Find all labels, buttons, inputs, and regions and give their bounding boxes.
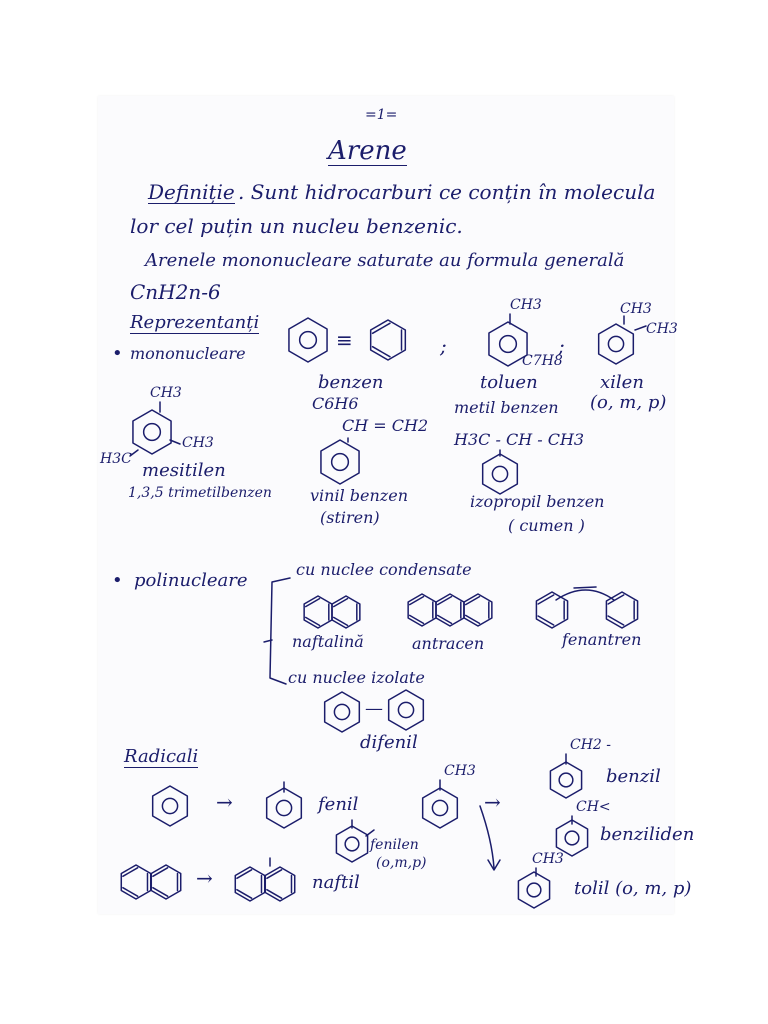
toluen-radical-methyl: CH3 bbox=[444, 763, 476, 779]
toluen-substituent: CH3 bbox=[510, 297, 542, 313]
benzil-name: benzil bbox=[606, 766, 661, 787]
benzen-formula: C6H6 bbox=[312, 394, 359, 413]
definition-line-1: . Sunt hidrocarburi ce conțin în molecula bbox=[238, 180, 656, 204]
difenil-name: difenil bbox=[360, 732, 418, 753]
equivalence-symbol: ≡ bbox=[336, 328, 353, 352]
definition-line-2: lor cel puțin un nucleu benzenic. bbox=[130, 214, 463, 238]
tolil-group: CH3 bbox=[532, 851, 564, 867]
toluen-name: toluen bbox=[480, 372, 538, 393]
benziliden-name: benziliden bbox=[600, 824, 695, 845]
benzil-group: CH2 - bbox=[570, 737, 612, 753]
antracen-name: antracen bbox=[412, 634, 485, 653]
isolated-label: cu nuclee izolate bbox=[288, 668, 425, 687]
vinilbenzen-alt-name: (stiren) bbox=[320, 508, 380, 527]
xilen-isomers: (o, m, p) bbox=[590, 392, 667, 413]
definition-line-3: Arenele mononucleare saturate au formula generală bbox=[145, 250, 625, 271]
bullet-mononuclear: • bbox=[112, 343, 123, 364]
naftil-name: naftil bbox=[312, 872, 360, 893]
fenantren-name: fenantren bbox=[562, 630, 642, 649]
bullet-polynuclear: • bbox=[112, 570, 123, 591]
arrow-fenil: → bbox=[216, 790, 233, 814]
general-formula: CnH2n-6 bbox=[130, 280, 221, 304]
xilen-name: xilen bbox=[600, 372, 644, 393]
vinilbenzen-name: vinil benzen bbox=[310, 486, 408, 505]
fenilen-name: fenilen bbox=[370, 837, 419, 853]
mesitilen-substituent-right: CH3 bbox=[182, 435, 214, 451]
fenilen-isomers: (o,m,p) bbox=[376, 855, 427, 871]
izopropilbenzen-name: izopropil benzen bbox=[470, 492, 605, 511]
page-number: =1= bbox=[365, 107, 398, 123]
mononuclear-label: mononucleare bbox=[130, 344, 246, 363]
xilen-substituent-1: CH3 bbox=[620, 301, 652, 317]
izopropil-substituent: H3C - CH - CH3 bbox=[454, 430, 585, 449]
radicals-label: Radicali bbox=[124, 746, 199, 767]
toluen-note: C7H8 bbox=[522, 353, 563, 369]
separator-2: ; bbox=[558, 334, 565, 358]
toluen-alt-name: metil benzen bbox=[454, 398, 559, 417]
mesitilen-substituent-top: CH3 bbox=[150, 385, 182, 401]
mesitilen-substituent-left: H3C bbox=[100, 451, 132, 467]
arrow-naftil: → bbox=[196, 866, 213, 890]
mesitilen-name: mesitilen bbox=[142, 460, 226, 481]
fenil-name: fenil bbox=[318, 794, 359, 815]
separator-1: ; bbox=[440, 334, 447, 358]
vinilbenzen-substituent: CH = CH2 bbox=[342, 416, 429, 435]
xilen-substituent-2: CH3 bbox=[646, 321, 678, 337]
arrow-radicals: → bbox=[484, 790, 501, 814]
page-title: Arene bbox=[328, 136, 407, 166]
definition-label: Definiție bbox=[148, 180, 235, 204]
naftalina-name: naftalină bbox=[292, 632, 364, 651]
tolil-name: tolil (o, m, p) bbox=[574, 878, 692, 899]
condensed-label: cu nuclee condensate bbox=[296, 560, 472, 579]
representatives-label: Reprezentanți bbox=[130, 312, 260, 333]
izopropilbenzen-alt-name: ( cumen ) bbox=[508, 516, 585, 535]
benzen-name: benzen bbox=[318, 372, 384, 393]
polynuclear-label: polinucleare bbox=[134, 570, 248, 591]
benziliden-group: CH< bbox=[576, 799, 611, 815]
difenil-bond: — bbox=[365, 698, 383, 719]
mesitilen-alt-name: 1,3,5 trimetilbenzen bbox=[128, 485, 272, 501]
